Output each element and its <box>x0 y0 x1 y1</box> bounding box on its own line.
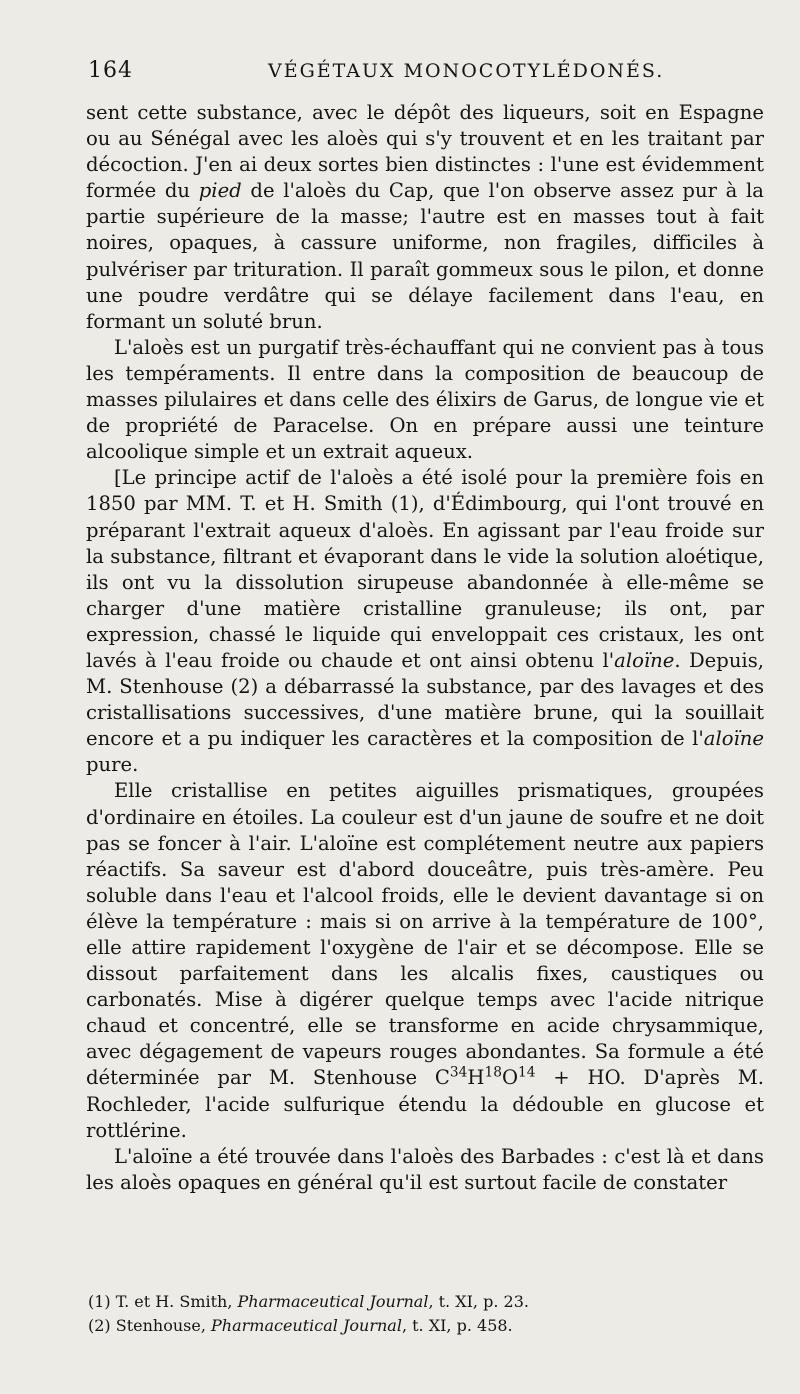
page-number: 164 <box>88 58 133 83</box>
text-run: . Depuis, M. Stenhouse (2) a débarrassé la substance, par des lavages et des cristallisations successives, d'une matière brune, qui la souillait encore et a pu indiquer les caractères et la composition de l' <box>86 648 764 751</box>
text-run: [Le principe actif de l'aloès a été isolé pour la première fois en 1850 par MM. T. et H. Smith (1), d'Édimbourg, qui l'ont trouvé en préparant l'extrait aqueux d'aloès. En agissant par l'eau froide sur la substance, filtrant et évaporant dans le vide la solution aloétique, ils ont vu la dissolution sirupeuse abandonnée à elle-même se charger d'une matière cristalline granuleuse; ils ont, par expression, chassé le liquide qui enveloppait ces cristaux, les ont lavés à l'eau froide ou chaude et ont ainsi obtenu l' <box>86 466 764 672</box>
superscript: 18 <box>484 1064 502 1081</box>
text-run: , t. XI, p. 23. <box>428 1292 529 1311</box>
paragraph <box>86 465 764 778</box>
body-text <box>86 100 764 1196</box>
footnote <box>88 1290 760 1314</box>
italic-text: aloïne <box>614 648 675 672</box>
text-run: (1) T. et H. Smith, <box>88 1292 238 1311</box>
text-run: Elle cristallise en petites aiguilles prismatiques, groupées d'ordinaire en étoiles. La couleur est d'un jaune de soufre et ne doit pas se foncer à l'air. L'aloïne est complétement neutre aux papiers réactifs. Sa saveur est d'abord douceâtre, puis très-amère. Peu soluble dans l'eau et l'alcool froids, elle le devient davantage si on élève la température : mais si on arrive à la température de 100°, elle attire rapidement l'oxygène de l'air et se décompose. Elle se dissout parfaitement dans les alcalis fixes, caustiques ou carbonatés. Mise à digérer quelque temps avec l'acide nitrique chaud et concentré, elle se transforme en acide chrysammique, avec dégagement de vapeurs rouges abondantes. Sa formule a été déterminée par M. Stenhouse C <box>86 779 764 1090</box>
paragraph <box>86 1144 764 1196</box>
italic-text: Pharmaceutical Journal <box>211 1316 402 1335</box>
page-header <box>88 58 760 92</box>
superscript: 14 <box>518 1064 536 1081</box>
footnote <box>88 1314 760 1338</box>
italic-text: pied <box>198 179 242 203</box>
paragraph <box>86 778 764 1143</box>
text-run: + HO. D'après M. Rochleder, l'acide sulfurique étendu la dédouble en glucose et rottlérine. <box>86 1066 764 1142</box>
text-run: O <box>501 1066 519 1090</box>
paragraph <box>86 335 764 465</box>
footnotes <box>88 1290 760 1338</box>
text-run: H <box>467 1066 485 1090</box>
paragraph <box>86 100 764 335</box>
italic-text: Pharmaceutical Journal <box>237 1292 429 1311</box>
text-run: (2) Stenhouse, <box>88 1316 212 1335</box>
text-run: , t. XI, p. 458. <box>401 1316 513 1335</box>
text-run: sent cette substance, avec le dépôt des liqueurs, soit en Espagne ou au Sénégal avec les aloès qui s'y trouvent et en les traitant par décoction. J'en ai deux sortes bien distinctes : l'une est évidemment formée du <box>86 101 764 203</box>
text-run: pure. <box>86 753 139 777</box>
italic-text: aloïne <box>703 727 764 751</box>
text-run: de l'aloès du Cap, que l'on observe assez pur à la partie supérieure de la masse; l'autre est en masses tout à fait noires, opaques, à cassure uniforme, non fragiles, difficiles à pulvériser par trituration. Il paraît gommeux sous le pilon, et donne une poudre verdâtre qui se délaye facilement dans l'eau, en formant un soluté brun. <box>86 179 764 333</box>
text-run: L'aloïne a été trouvée dans l'aloès des Barbades : c'est là et dans les aloès opaques en général qu'il est surtout facile de constater <box>86 1144 764 1194</box>
text-run: L'aloès est un purgatif très-échauffant qui ne convient pas à tous les tempéraments. Il entre dans la composition de beaucoup de masses pilulaires et dans celle des élixirs de Garus, de longue vie et de propriété de Paracelse. On en prépare aussi une teinture alcoolique simple et un extrait aqueux. <box>86 335 764 464</box>
running-title: VÉGÉTAUX MONOCOTYLÉDONÉS. <box>268 60 665 82</box>
superscript: 34 <box>449 1064 468 1081</box>
